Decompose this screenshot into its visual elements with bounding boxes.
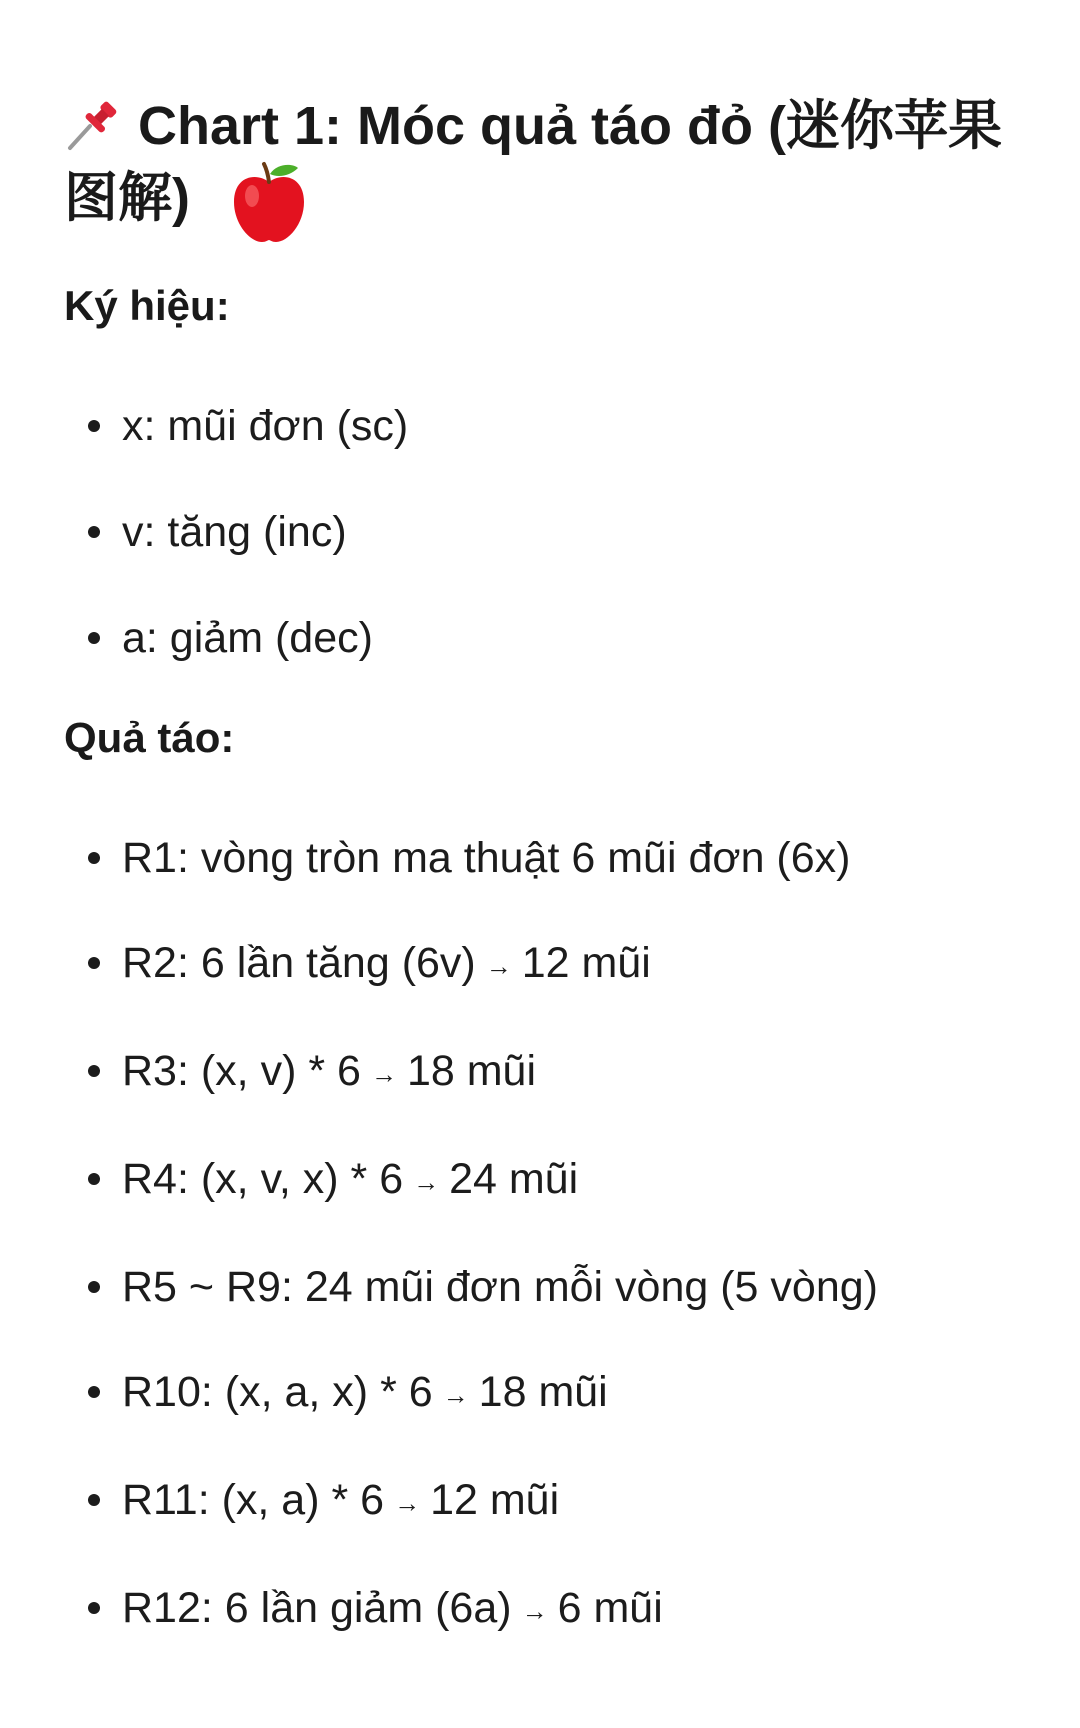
- arrow-icon: →: [413, 1167, 440, 1197]
- round-text: R3: (x, v) * 6: [122, 1047, 361, 1095]
- list-item: [64, 937, 878, 992]
- bullet-icon: [88, 1602, 100, 1614]
- list-item: [64, 1474, 878, 1529]
- legend-list: [64, 400, 408, 718]
- bullet-icon: [88, 852, 100, 864]
- page-title: [64, 92, 1004, 246]
- arrow-icon: →: [485, 951, 512, 981]
- round-text: R4: (x, v, x) * 6: [122, 1155, 404, 1203]
- legend-item-text: v: tăng (inc): [122, 508, 347, 556]
- list-item: [64, 1582, 878, 1637]
- red-apple-icon: [226, 160, 312, 246]
- bullet-icon: [88, 526, 100, 538]
- list-item: [64, 1366, 878, 1421]
- list-item: [64, 506, 408, 558]
- round-result: 6 mũi: [557, 1584, 663, 1632]
- round-result: 18 mũi: [478, 1368, 608, 1416]
- round-text: R10: (x, a, x) * 6: [122, 1368, 433, 1416]
- apple-heading: Quả táo:: [64, 714, 235, 761]
- bullet-icon: [88, 1065, 100, 1077]
- arrow-icon: →: [394, 1488, 421, 1518]
- list-item: [64, 1153, 878, 1208]
- legend-item-text: a: giảm (dec): [122, 614, 373, 662]
- round-text: R2: 6 lần tăng (6v): [122, 939, 476, 987]
- arrow-icon: →: [521, 1596, 548, 1626]
- round-text: R12: 6 lần giảm (6a): [122, 1584, 512, 1632]
- bullet-icon: [88, 1173, 100, 1185]
- bullet-icon: [88, 1386, 100, 1398]
- round-result: 24 mũi: [449, 1155, 579, 1203]
- list-item: [64, 400, 408, 452]
- bullet-icon: [88, 957, 100, 969]
- legend-heading: Ký hiệu:: [64, 282, 230, 329]
- rounds-list: [64, 832, 878, 1690]
- arrow-icon: →: [442, 1380, 469, 1410]
- round-text: R5 ~ R9: 24 mũi đơn mỗi vòng (5 vòng): [122, 1263, 878, 1311]
- arrow-icon: →: [370, 1059, 397, 1089]
- round-result: 18 mũi: [406, 1047, 537, 1095]
- round-text: R11: (x, a) * 6: [122, 1476, 385, 1524]
- round-result: 12 mũi: [430, 1476, 560, 1524]
- bullet-icon: [88, 1494, 100, 1506]
- bullet-icon: [88, 632, 100, 644]
- title-text: Chart 1: Móc quả táo đỏ (迷你苹果图解): [64, 96, 1002, 228]
- list-item: [64, 1261, 878, 1313]
- list-item: [64, 1045, 878, 1100]
- legend-item-text: x: mũi đơn (sc): [122, 402, 409, 450]
- list-item: [64, 832, 878, 884]
- bullet-icon: [88, 1281, 100, 1293]
- round-result: 12 mũi: [521, 939, 651, 987]
- list-item: [64, 612, 408, 664]
- round-text: R1: vòng tròn ma thuật 6 mũi đơn (6x): [122, 834, 851, 882]
- bullet-icon: [88, 420, 100, 432]
- pushpin-icon: [64, 96, 124, 152]
